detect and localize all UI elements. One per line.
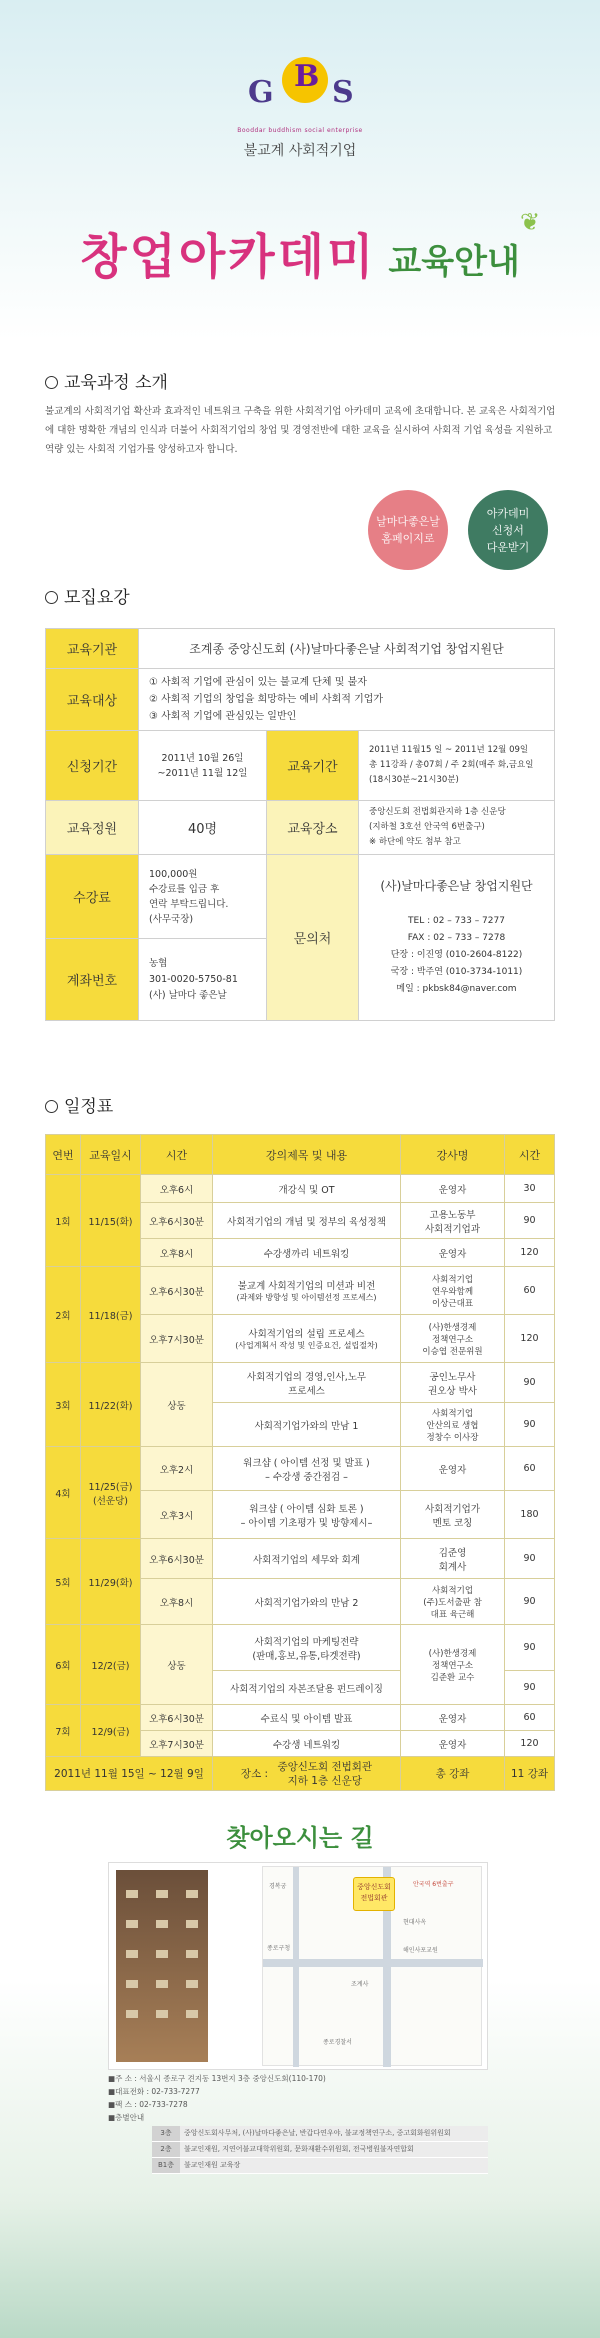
dest-line: 중앙신도회 xyxy=(357,1883,391,1891)
contact-person-1: 단장 : 이진영 (010-2604-8122) xyxy=(390,949,523,960)
instructor: 운영자 xyxy=(401,1175,505,1203)
table-row xyxy=(46,1175,555,1203)
session-time: 오후8시 xyxy=(141,1579,213,1625)
tel-label: 대표전화 xyxy=(115,2087,145,2096)
target-list xyxy=(139,669,555,731)
intro-text: 불교계의 사회적기업 확산과 효과적인 네트워크 구축을 위한 사회적기업 아카데미 교육에 초대합니다. 본 교육은 사회적기업에 대한 명확한 개념의 인식과 더불어 사회적기업의 창업 및 경영전반에 대한 교육을 실시하여 사회적 기업 육성을 지원하고 역량 있는 사회적 기업가를 양성하고자 합니다. xyxy=(45,406,556,455)
floor-row-item xyxy=(152,2126,488,2142)
table-row xyxy=(46,1705,555,1731)
session-time: 오후3시 xyxy=(141,1491,213,1539)
target-label: 교육대상 xyxy=(46,669,139,731)
session-no: 3회 xyxy=(46,1363,81,1447)
title-line: 사회적기업의 경영,인사,노무 xyxy=(246,1371,367,1383)
period-line-3: (18시30분~21시30분) xyxy=(369,775,459,785)
address-block xyxy=(108,2072,488,2174)
instructor-line: 사회적기업 xyxy=(431,1408,474,1419)
fee-line-4: (사무국장) xyxy=(149,913,194,925)
contact-tel: TEL : 02 – 733 – 7277 xyxy=(408,915,505,926)
apply-line3: 다운받기 xyxy=(486,540,530,554)
page-title xyxy=(0,218,600,287)
period-line-2: 총 11강좌 / 총07회 / 주 2회(매주 화,금요일 xyxy=(369,760,534,770)
session-time: 오후6시30분 xyxy=(141,1267,213,1315)
floor-table xyxy=(152,2126,488,2174)
floor-row-item xyxy=(152,2158,488,2174)
lecture-hours: 90 xyxy=(505,1625,555,1671)
title-line: 워크샵 ( 아이템 심화 토론 ) xyxy=(249,1503,364,1515)
lecture-title: 개강식 및 OT xyxy=(213,1175,401,1203)
col-title: 강의제목 및 내용 xyxy=(213,1135,401,1175)
place-value xyxy=(359,801,555,855)
session-date: 11/18(금) xyxy=(81,1267,141,1363)
logo-letter-s: S xyxy=(332,75,354,110)
apply-period-label: 신청기간 xyxy=(46,731,139,801)
session-date: 12/9(금) xyxy=(81,1705,141,1757)
contact-email-link[interactable]: 메일 : pkbsk84@naver.com xyxy=(396,983,517,994)
session-date: 11/29(화) xyxy=(81,1539,141,1625)
lecture-title: 사회적기업의 개념 및 정부의 육성정책 xyxy=(213,1203,401,1239)
floor-row xyxy=(108,2111,488,2124)
edu-period-value xyxy=(359,731,555,801)
floor-number: 2층 xyxy=(152,2142,180,2158)
instructor xyxy=(401,1267,505,1315)
recruit-heading xyxy=(45,583,130,608)
instructor-line: 공인노무사 xyxy=(429,1371,476,1383)
lecture-hours: 120 xyxy=(505,1239,555,1267)
instructor xyxy=(401,1579,505,1625)
lecture-hours: 120 xyxy=(505,1731,555,1757)
instructor-line: (사)한생경제 xyxy=(428,1648,477,1659)
lecture-title xyxy=(213,1625,401,1671)
target-item: ③ 사회적 기업에 관심있는 일반인 xyxy=(149,711,297,722)
instructor-line: (주)도서출판 참 xyxy=(423,1597,482,1608)
contact-person-2: 국장 : 박주연 (010-3734-1011) xyxy=(390,966,523,977)
instructor xyxy=(401,1203,505,1239)
session-time: 상동 xyxy=(141,1625,213,1705)
account-line-3: (사) 날마다 좋은날 xyxy=(149,989,227,1001)
session-time: 오후7시30분 xyxy=(141,1731,213,1757)
table-row xyxy=(46,1539,555,1579)
instructor-line: 김준영 xyxy=(438,1547,467,1559)
instructor-line: 사회적기업 xyxy=(431,1585,474,1596)
title-line: (과제와 방향성 및 아이템선정 프로세스) xyxy=(236,1293,377,1302)
lecture-title: 사회적기업가와의 만남 1 xyxy=(213,1403,401,1447)
capacity-value: 40명 xyxy=(139,801,267,855)
session-time: 오후6시 xyxy=(141,1175,213,1203)
lecture-title: 수강생까리 네트워킹 xyxy=(213,1239,401,1267)
date-line: 11/25(금) xyxy=(88,1481,133,1493)
session-no: 5회 xyxy=(46,1539,81,1625)
instructor-line: 멘토 코칭 xyxy=(432,1517,473,1529)
fee-value xyxy=(139,855,267,939)
address-value: 서울시 종로구 견지동 13번지 3층 중앙신도회(110-170) xyxy=(139,2074,326,2083)
lecture-hours: 90 xyxy=(505,1579,555,1625)
leaf-decoration-icon: ❦ xyxy=(520,208,541,236)
lecture-hours: 120 xyxy=(505,1315,555,1363)
gbs-logo-mark xyxy=(240,55,360,125)
lecture-hours: 60 xyxy=(505,1705,555,1731)
lecture-hours: 90 xyxy=(505,1403,555,1447)
instructor: 운영자 xyxy=(401,1731,505,1757)
fax-row: ■팩 스 : 02-733-7278 xyxy=(108,2100,188,2109)
map-label: 종로경찰서 xyxy=(323,2039,352,2046)
instructor xyxy=(401,1315,505,1363)
instructor-line: (사)한생경제 xyxy=(428,1322,477,1333)
recruit-heading-text: 모집요강 xyxy=(64,588,130,608)
logo-letter-g: G xyxy=(248,75,274,110)
col-instructor: 강사명 xyxy=(401,1135,505,1175)
instructor-line: 이상근대표 xyxy=(431,1298,474,1309)
title-line: 불교계 사회적기업의 미션과 비전 xyxy=(237,1281,376,1292)
tel-row: ■대표전화 : 02-733-7277 xyxy=(108,2087,200,2096)
table-row xyxy=(46,1267,555,1315)
lecture-hours: 90 xyxy=(505,1203,555,1239)
lecture-title xyxy=(213,1363,401,1403)
application-button-label xyxy=(487,505,530,556)
dest-line: 전법회관 xyxy=(360,1894,388,1902)
map-label: 안국역 6번출구 xyxy=(413,1881,454,1888)
footer-place-line: 중앙신도회 전법회관 xyxy=(277,1760,373,1773)
session-date: 11/15(화) xyxy=(81,1175,141,1267)
bullet: ■ xyxy=(108,2113,116,2122)
floor-desc: 중앙신도회사무처, (사)날마다좋은날, 반갑다연우야, 불교정책연구소, 중고회화원위원회 xyxy=(180,2126,488,2142)
edu-period-label: 교육기간 xyxy=(267,731,359,801)
map-label: 현대사옥 xyxy=(403,1919,427,1926)
homepage-button[interactable] xyxy=(368,490,448,570)
account-value xyxy=(139,939,267,1021)
table-row xyxy=(46,1447,555,1491)
recruit-table xyxy=(45,628,555,1021)
instructor-line: 이승엽 전문위원 xyxy=(422,1346,483,1357)
floor-row-item xyxy=(152,2142,488,2158)
title-line: – 아이템 기초평가 및 방향제시– xyxy=(240,1517,373,1529)
place-line-3: ※ 하단에 약도 첨부 참고 xyxy=(369,837,461,847)
schedule-table xyxy=(45,1134,555,1791)
footer-place-label: 장소 : xyxy=(240,1767,269,1780)
map-label: 경복궁 xyxy=(269,1883,287,1890)
instructor-line: 사회적기업 xyxy=(431,1274,474,1285)
footer-place xyxy=(213,1757,401,1791)
session-time: 오후2시 xyxy=(141,1447,213,1491)
instructor-line: 정창수 이사장 xyxy=(426,1432,479,1443)
title-line: (사업계획서 작성 및 인증요건, 설립절차) xyxy=(235,1341,378,1350)
homepage-button-line1: 날마다좋은날 xyxy=(376,515,440,528)
session-date: 11/22(화) xyxy=(81,1363,141,1447)
instructor xyxy=(401,1491,505,1539)
fee-line-1: 100,000원 xyxy=(149,868,198,880)
floor-desc: 불교인재원, 지연어불교대학위원회, 문화재환수위원회, 전국병원불자연합회 xyxy=(180,2142,488,2158)
contact-org: (사)날마다좋은날 창업지원단 xyxy=(380,878,533,893)
footer-place-line: 지하 1층 신운당 xyxy=(287,1774,362,1787)
floor-number: 3층 xyxy=(152,2126,180,2142)
floor-number: B1층 xyxy=(152,2158,180,2174)
floor-desc: 불교인재원 교육장 xyxy=(180,2158,488,2174)
contact-label: 문의처 xyxy=(267,855,359,1021)
col-no: 연번 xyxy=(46,1135,81,1175)
map-label: 종로구청 xyxy=(267,1945,291,1952)
session-time: 오후6시30분 xyxy=(141,1203,213,1239)
place-line-1: 중앙신도회 전법회관지하 1층 신운당 xyxy=(369,807,506,817)
lecture-title xyxy=(213,1491,401,1539)
title-line: – 수강생 중간점검 – xyxy=(265,1471,348,1483)
map-label: 조계사 xyxy=(351,1981,369,1988)
instructor-line: 대표 육근해 xyxy=(430,1609,475,1620)
lecture-hours: 90 xyxy=(505,1363,555,1403)
title-sub: 교육안내 xyxy=(388,242,520,282)
session-time: 오후6시30분 xyxy=(141,1705,213,1731)
col-hours: 시간 xyxy=(505,1135,555,1175)
circle-bullet-icon xyxy=(45,591,58,604)
lecture-title xyxy=(213,1315,401,1363)
instructor: 운영자 xyxy=(401,1239,505,1267)
apply-period-value xyxy=(139,731,267,801)
lecture-title: 사회적기업의 자본조달용 펀드레이징 xyxy=(213,1671,401,1705)
apply-line2: 신청서 xyxy=(492,523,524,537)
floor-label: 층별안내 xyxy=(115,2113,145,2122)
lecture-hours: 60 xyxy=(505,1267,555,1315)
logo-subtitle: Booddar buddhism social enterprise xyxy=(237,127,363,134)
schedule-heading xyxy=(45,1092,113,1117)
session-no: 1회 xyxy=(46,1175,81,1267)
application-download-button[interactable] xyxy=(468,490,548,570)
lecture-title xyxy=(213,1267,401,1315)
table-row xyxy=(46,1363,555,1403)
instructor-line: 권오상 박사 xyxy=(428,1385,477,1397)
bullet: ■ xyxy=(108,2074,116,2083)
instructor xyxy=(401,1625,505,1705)
homepage-button-line2: 홈페이지로 xyxy=(381,532,435,545)
org-value: 조계종 중앙신도회 (사)날마다좋은날 사회적기업 창업지원단 xyxy=(139,629,555,669)
session-time: 오후7시30분 xyxy=(141,1315,213,1363)
lecture-hours: 90 xyxy=(505,1671,555,1705)
instructor-line: 고용노동부 xyxy=(429,1209,476,1221)
contact-value xyxy=(359,855,555,1021)
title-main: 창업아카데미 xyxy=(80,229,377,285)
directions-title: 찾아오시는 길 xyxy=(226,1823,374,1852)
schedule-footer xyxy=(46,1757,555,1791)
fee-line-3: 연락 부탁드립니다. xyxy=(149,898,229,910)
fax-value: 02-733-7278 xyxy=(139,2100,188,2109)
instructor-line: 사회적기업과 xyxy=(424,1223,481,1235)
fax-label: 팩 스 xyxy=(115,2100,132,2109)
bullet: ■ xyxy=(108,2087,116,2096)
target-item: ① 사회적 기업에 관심이 있는 불교계 단체 및 불자 xyxy=(149,677,367,688)
homepage-button-label xyxy=(376,513,440,547)
footer-total-label: 총 강좌 xyxy=(401,1757,505,1791)
instructor-line: 정책연구소 xyxy=(431,1660,474,1671)
instructor: 운영자 xyxy=(401,1705,505,1731)
title-line: 사회적기업의 마케팅전략 xyxy=(254,1636,359,1648)
org-label: 교육기관 xyxy=(46,629,139,669)
fee-label: 수강료 xyxy=(46,855,139,939)
instructor xyxy=(401,1403,505,1447)
instructor-line: 사회적기업가 xyxy=(424,1503,481,1515)
session-time: 오후8시 xyxy=(141,1239,213,1267)
logo-korean-name: 불교계 사회적기업 xyxy=(243,143,357,159)
address-label: 주 소 xyxy=(115,2074,132,2083)
account-label: 계좌번호 xyxy=(46,939,139,1021)
capacity-label: 교육정원 xyxy=(46,801,139,855)
instructor-line: 회계사 xyxy=(438,1561,467,1573)
session-no: 7회 xyxy=(46,1705,81,1757)
apply-line1: 아카데미 xyxy=(486,506,530,520)
table-row xyxy=(46,1625,555,1671)
instructor: 운영자 xyxy=(401,1447,505,1491)
lecture-title: 사회적기업가와의 만남 2 xyxy=(213,1579,401,1625)
title-line: 워크샵 ( 아이템 선정 및 발표 ) xyxy=(243,1457,370,1469)
col-time: 시간 xyxy=(141,1135,213,1175)
session-time: 오후6시30분 xyxy=(141,1539,213,1579)
lecture-title xyxy=(213,1447,401,1491)
instructor-line: 정책연구소 xyxy=(431,1334,474,1345)
lecture-hours: 60 xyxy=(505,1447,555,1491)
footer-total-value: 11 강좌 xyxy=(505,1757,555,1791)
tel-value: 02-733-7277 xyxy=(151,2087,200,2096)
logo-letter-b: B xyxy=(294,59,320,94)
instructor-line: 안산의료 생협 xyxy=(426,1420,479,1431)
bullet: ■ xyxy=(108,2100,116,2109)
location-map[interactable] xyxy=(262,1866,482,2066)
date-line: (선운당) xyxy=(93,1495,128,1507)
session-date xyxy=(81,1447,141,1539)
period-line-1: 2011년 11월15 일 ~ 2011년 12월 09일 xyxy=(369,745,529,755)
target-item: ② 사회적 기업의 창업을 희망하는 예비 사회적 기업가 xyxy=(149,694,384,705)
circle-bullet-icon xyxy=(45,376,58,389)
intro-heading xyxy=(45,368,168,393)
col-date: 교육일시 xyxy=(81,1135,141,1175)
account-line-1: 농협 xyxy=(149,957,168,969)
title-line: 프로세스 xyxy=(288,1385,325,1397)
lecture-title: 수료식 및 아이템 발표 xyxy=(213,1705,401,1731)
place-label: 교육장소 xyxy=(267,801,359,855)
session-no: 2회 xyxy=(46,1267,81,1363)
session-date: 12/2(금) xyxy=(81,1625,141,1705)
session-no: 4회 xyxy=(46,1447,81,1539)
circle-bullet-icon xyxy=(45,1100,58,1113)
lecture-title: 수강생 네트워킹 xyxy=(213,1731,401,1757)
lecture-title: 사회적기업의 세무와 회계 xyxy=(213,1539,401,1579)
intro-heading-text: 교육과정 소개 xyxy=(64,373,168,393)
instructor xyxy=(401,1539,505,1579)
fee-line-2: 수강료를 입금 후 xyxy=(149,883,220,895)
session-no: 6회 xyxy=(46,1625,81,1705)
contact-fax: FAX : 02 – 733 – 7278 xyxy=(407,932,506,943)
map-label: 해인사포교원 xyxy=(403,1947,438,1954)
apply-line-2: ~2011년 11월 12일 xyxy=(157,767,248,779)
account-line-2: 301-0020-5750-81 xyxy=(149,973,238,985)
footer-period: 2011년 11월 15일 ~ 12월 9일 xyxy=(46,1757,213,1791)
place-line-2: (지하철 3호선 안국역 6번출구) xyxy=(369,822,485,832)
lecture-hours: 30 xyxy=(505,1175,555,1203)
logo xyxy=(0,55,600,160)
title-line: 사회적기업의 설립 프로세스 xyxy=(248,1329,365,1340)
building-photo xyxy=(116,1870,208,2062)
destination-marker xyxy=(353,1877,395,1911)
schedule-heading-text: 일정표 xyxy=(64,1097,114,1117)
apply-line-1: 2011년 10월 26일 xyxy=(161,752,244,764)
instructor-line: 연우와함께 xyxy=(431,1286,474,1297)
instructor-line: 김준환 교수 xyxy=(430,1672,475,1683)
address-row: ■주 소 : 서울시 종로구 견지동 13번지 3층 중앙신도회(110-170) xyxy=(108,2074,326,2083)
lecture-hours: 180 xyxy=(505,1491,555,1539)
instructor xyxy=(401,1363,505,1403)
session-time: 상동 xyxy=(141,1363,213,1447)
lecture-hours: 90 xyxy=(505,1539,555,1579)
title-line: (판매,홍보,유통,타겟전략) xyxy=(252,1650,361,1662)
